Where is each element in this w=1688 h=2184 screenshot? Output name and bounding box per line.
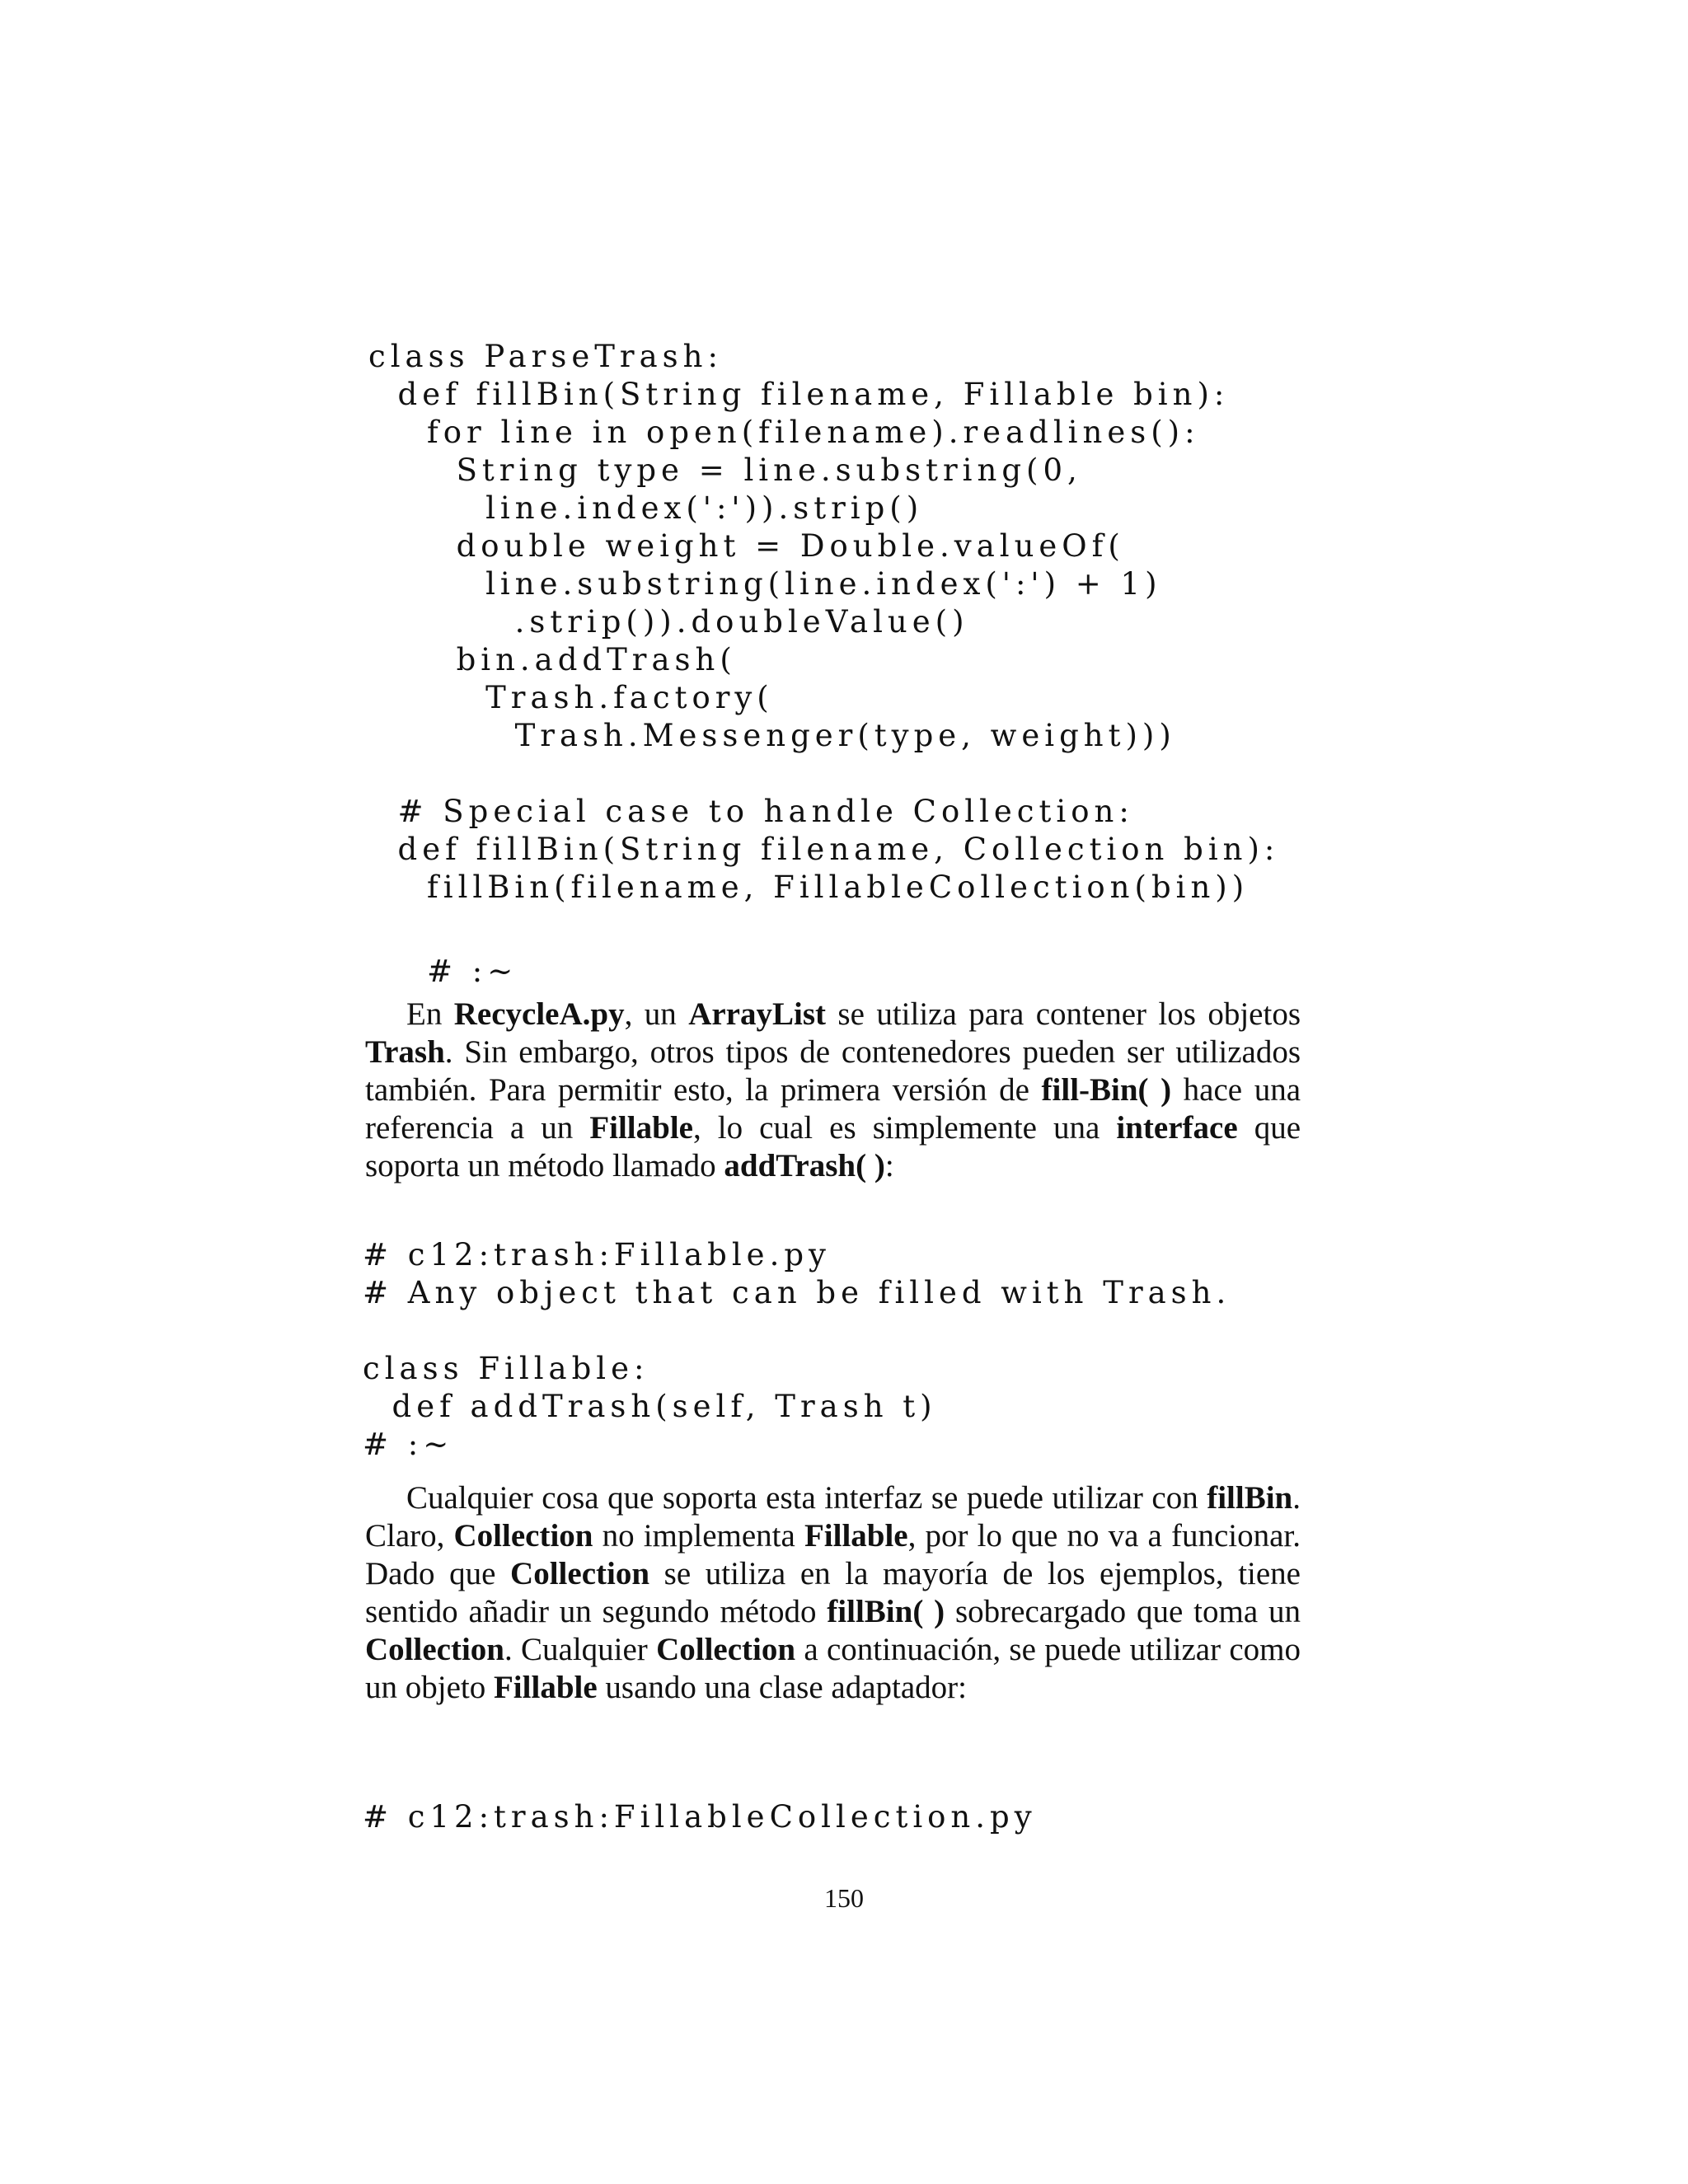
code-line: Trash.factory( bbox=[368, 680, 774, 715]
bold-term: fillBin( ) bbox=[827, 1594, 945, 1629]
code-line: bin.addTrash( bbox=[368, 642, 737, 677]
code-line: # c12:trash:FillableCollection.py bbox=[363, 1799, 1037, 1835]
bold-term: Trash bbox=[365, 1034, 445, 1070]
bold-term: Collection bbox=[656, 1632, 796, 1667]
code-line: # c12:trash:Fillable.py bbox=[363, 1237, 831, 1272]
bold-term: RecycleA.py bbox=[453, 996, 625, 1032]
bold-term: fillBin bbox=[1207, 1480, 1293, 1516]
text-run: . Cualquier bbox=[504, 1632, 657, 1667]
code-line: # :~ bbox=[363, 1427, 454, 1462]
bold-term: interface bbox=[1116, 1110, 1238, 1146]
text-run: : bbox=[884, 1148, 894, 1183]
bold-term: Collection bbox=[453, 1518, 593, 1554]
paragraph-text bbox=[365, 996, 1301, 1183]
page-number: 150 bbox=[824, 1883, 864, 1913]
paragraph-cualquier bbox=[365, 1479, 1301, 1707]
text-run: no implementa bbox=[593, 1518, 804, 1554]
bold-term: Collection bbox=[510, 1556, 650, 1591]
bold-term: fill-Bin( ) bbox=[1041, 1072, 1172, 1108]
code-line: class ParseTrash: bbox=[368, 339, 723, 374]
code-line: # Any object that can be filled with Trash. bbox=[363, 1275, 1231, 1310]
text-run: Cualquier cosa que soporta esta interfaz se puede utilizar con bbox=[406, 1480, 1207, 1516]
text-run: . Claro, bbox=[365, 1480, 1301, 1554]
code-line: Trash.Messenger(type, weight))) bbox=[368, 718, 1176, 753]
code-line: .strip()).doubleValue() bbox=[368, 604, 969, 640]
bold-term: Collection bbox=[365, 1632, 504, 1667]
text-run: que soporta un método llamado bbox=[365, 1110, 1301, 1183]
text-run: sobrecargado que toma un bbox=[945, 1594, 1301, 1629]
text-run: , por lo que no va a funcionar. Dado que bbox=[365, 1518, 1301, 1591]
code-line: # :~ bbox=[368, 954, 518, 989]
code-line: double weight = Double.valueOf( bbox=[368, 528, 1125, 564]
paragraph-recyclea bbox=[365, 996, 1301, 1185]
code-line: fillBin(filename, FillableCollection(bin)) bbox=[368, 869, 1250, 905]
code-line: def fillBin(String filename, Collection bin): bbox=[368, 832, 1280, 867]
text-run: usando una clase adaptador: bbox=[597, 1670, 967, 1705]
bold-term: Fillable bbox=[589, 1110, 693, 1146]
text-run: , lo cual es simplemente una bbox=[692, 1110, 1117, 1146]
code-line: class Fillable: bbox=[363, 1351, 649, 1386]
bold-term: addTrash( ) bbox=[724, 1148, 885, 1183]
text-run: En bbox=[406, 996, 454, 1032]
text-run: hace una referencia a un bbox=[365, 1072, 1301, 1146]
code-line: line.substring(line.index(':') + 1) bbox=[368, 566, 1162, 602]
code-line: line.index(':')).strip() bbox=[368, 490, 924, 526]
bold-term: Fillable bbox=[804, 1518, 908, 1554]
paragraph-text bbox=[365, 1480, 1301, 1705]
text-run: se utiliza en la mayoría de los ejemplos, tiene sentido añadir un segundo método bbox=[365, 1556, 1301, 1629]
code-line: String type = line.substring(0, bbox=[368, 452, 1082, 488]
code-line: def fillBin(String filename, Fillable bin): bbox=[368, 377, 1230, 412]
code-line: def addTrash(self, Trash t) bbox=[363, 1389, 937, 1424]
text-run: se utiliza para contener los objetos bbox=[826, 996, 1301, 1032]
code-line: # Special case to handle Collection: bbox=[368, 794, 1134, 829]
code-line: for line in open(filename).readlines(): bbox=[368, 415, 1200, 450]
text-run: a continuación, se puede utilizar como un objeto bbox=[365, 1632, 1301, 1705]
text-run: . Sin embargo, otros tipos de contenedores pueden ser utilizados también. Para permitir esto, la primera versión de bbox=[365, 1034, 1301, 1108]
bold-term: ArrayList bbox=[688, 996, 827, 1032]
bold-term: Fillable bbox=[493, 1670, 598, 1705]
text-run: , un bbox=[624, 996, 689, 1032]
